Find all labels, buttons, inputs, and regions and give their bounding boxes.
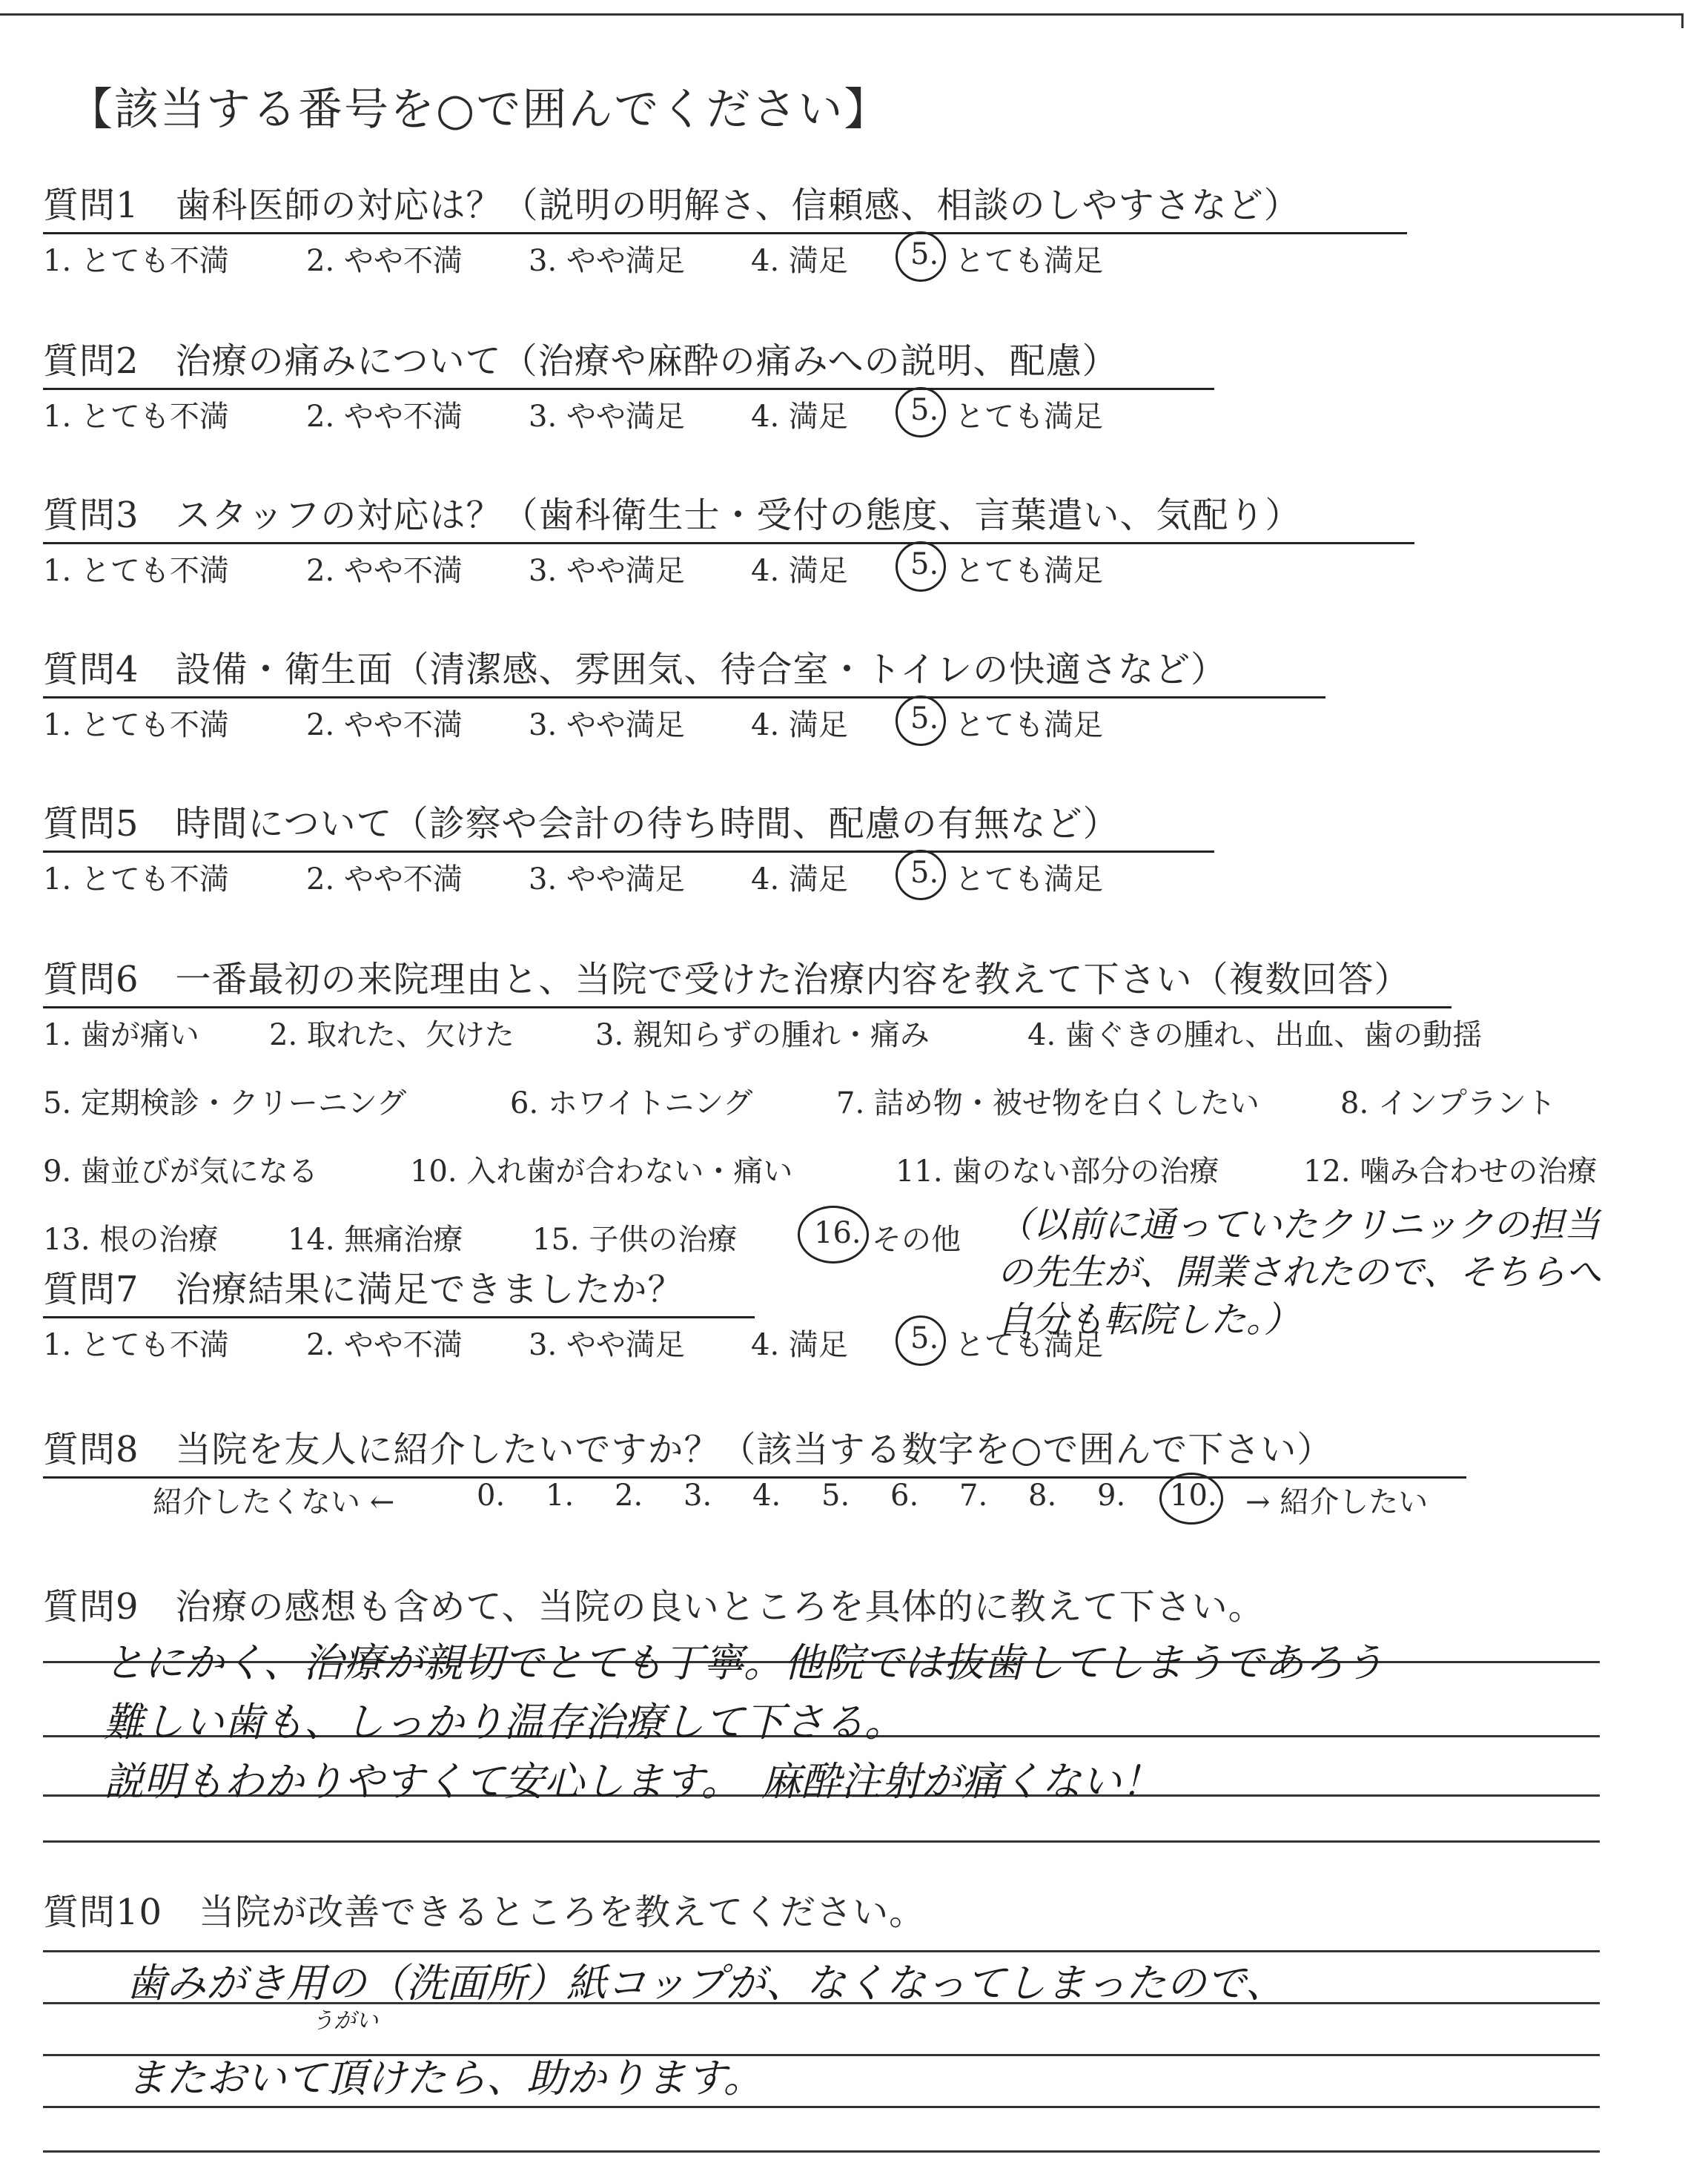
question-10-label: 質問10 当院が改善できるところを教えてください。 <box>43 1892 926 1933</box>
scale-3[interactable]: 3. <box>683 1479 712 1513</box>
option-2[interactable]: 2. やや不満 <box>306 554 463 588</box>
option-5-label: とても満足 <box>955 1328 1103 1362</box>
question-3-options <box>43 547 1229 592</box>
scale-left-label: 紹介したくない ← <box>153 1485 395 1519</box>
option-6[interactable]: 6. ホワイトニング <box>510 1086 753 1120</box>
option-4[interactable]: 4. 満足 <box>751 554 848 588</box>
option-4[interactable]: 4. 満足 <box>751 244 848 278</box>
handwritten-line: の先生が、開業されたので、そちらへ <box>997 1252 1602 1293</box>
answer-line <box>43 1840 1600 1843</box>
option-5[interactable]: 5. <box>910 237 939 271</box>
option-2[interactable]: 2. 取れた、欠けた <box>269 1018 514 1052</box>
option-5[interactable]: 5. <box>910 701 939 736</box>
question-1-options <box>43 237 1229 282</box>
scale-1[interactable]: 1. <box>546 1479 575 1513</box>
option-3[interactable]: 3. やや満足 <box>529 862 685 896</box>
option-15[interactable]: 15. 子供の治療 <box>532 1223 738 1257</box>
option-1[interactable]: 1. 歯が痛い <box>43 1018 199 1052</box>
option-4[interactable]: 4. 満足 <box>751 708 848 742</box>
option-5-label: とても満足 <box>955 708 1103 742</box>
option-2[interactable]: 2. やや不満 <box>306 862 463 896</box>
question-9-handwritten-line-3: 説明もわかりやすくて安心します。 麻酔注射が痛くない！ <box>104 1758 1162 1805</box>
selection-circle <box>798 1206 869 1264</box>
question-4-label: 質問4 設備・衛生面（清潔感、雰囲気、待合室・トイレの快適さなど） <box>43 641 1325 698</box>
question-9-handwritten-line-1: とにかく、治療が親切でとても丁寧。他院では抜歯してしまうであろう <box>104 1639 1384 1686</box>
option-2[interactable]: 2. やや不満 <box>306 1328 463 1362</box>
option-4[interactable]: 4. 満足 <box>751 1328 848 1362</box>
question-8-label: 質問8 当院を友人に紹介したいですか？（該当する数字を○で囲んで下さい） <box>43 1421 1466 1479</box>
page-border-corner <box>1681 13 1684 28</box>
option-8[interactable]: 8. インプラント <box>1340 1086 1556 1120</box>
option-2[interactable]: 2. やや不満 <box>306 708 463 742</box>
question-10-handwritten-line-1: 歯みがき用の（洗面所）紙コップが、なくなってしまったので、 <box>126 1960 1285 2007</box>
question-3-label: 質問3 スタッフの対応は？（歯科衛生士・受付の態度、言葉遣い、気配り） <box>43 486 1414 544</box>
question-2-label: 質問2 治療の痛みについて（治療や麻酔の痛みへの説明、配慮） <box>43 332 1214 390</box>
option-5-label: とても満足 <box>955 862 1103 896</box>
question-7-label: 質問7 治療結果に満足できましたか？ <box>43 1261 755 1318</box>
option-4[interactable]: 4. 満足 <box>751 862 848 896</box>
option-2[interactable]: 2. やや不満 <box>306 400 463 434</box>
scale-8[interactable]: 8. <box>1028 1479 1057 1513</box>
scale-6[interactable]: 6. <box>890 1479 919 1513</box>
selection-circle <box>896 696 946 746</box>
question-6-row-3 <box>43 1148 1659 1192</box>
question-5-options <box>43 856 1229 900</box>
option-5[interactable]: 5. <box>910 856 939 890</box>
option-1[interactable]: 1. とても不満 <box>43 1328 229 1362</box>
question-4-options <box>43 701 1229 746</box>
scale-4[interactable]: 4. <box>752 1479 781 1513</box>
option-5[interactable]: 5. <box>910 547 939 581</box>
question-6-row-2 <box>43 1080 1659 1124</box>
option-13[interactable]: 13. 根の治療 <box>43 1223 219 1257</box>
question-6-row-4 <box>43 1216 1007 1261</box>
question-8-scale <box>43 1479 1526 1523</box>
page-border-top <box>0 13 1681 16</box>
scale-5[interactable]: 5. <box>821 1479 850 1513</box>
scale-right-label: → 紹介したい <box>1245 1485 1429 1519</box>
option-5[interactable]: 5. <box>910 393 939 427</box>
scale-10[interactable]: 10. <box>1170 1479 1217 1513</box>
selection-circle <box>1159 1473 1223 1525</box>
option-4[interactable]: 4. 満足 <box>751 400 848 434</box>
handwritten-line: （以前に通っていたクリニックの担当 <box>997 1204 1601 1246</box>
question-6-label: 質問6 一番最初の来院理由と、当院で受けた治療内容を教えて下さい（複数回答） <box>43 951 1452 1008</box>
option-16[interactable]: 16. <box>814 1216 861 1250</box>
selection-circle <box>896 541 946 592</box>
option-12[interactable]: 12. 噛み合わせの治療 <box>1303 1155 1598 1189</box>
selection-circle <box>896 1315 946 1366</box>
option-5-label: とても満足 <box>955 244 1103 278</box>
question-7-options <box>43 1321 1229 1366</box>
option-4[interactable]: 4. 歯ぐきの腫れ、出血、歯の動揺 <box>1027 1018 1483 1052</box>
scale-9[interactable]: 9. <box>1097 1479 1126 1513</box>
question-9-handwritten-line-2: 難しい歯も、しっかり温存治療して下さる。 <box>104 1699 904 1745</box>
selection-circle <box>896 231 946 282</box>
selection-circle <box>896 850 946 900</box>
question-5-label: 質問5 時間について（診察や会計の待ち時間、配慮の有無など） <box>43 795 1214 853</box>
option-10[interactable]: 10. 入れ歯が合わない・痛い <box>410 1155 793 1189</box>
scale-7[interactable]: 7. <box>959 1479 988 1513</box>
option-3[interactable]: 3. やや満足 <box>529 708 685 742</box>
question-10-handwritten-annotation: うがい <box>311 2008 378 2034</box>
option-11[interactable]: 11. 歯のない部分の治療 <box>896 1155 1219 1189</box>
page-title: 【該当する番号を○で囲んでください】 <box>68 84 890 136</box>
option-1[interactable]: 1. とても不満 <box>43 554 229 588</box>
selection-circle <box>896 387 946 437</box>
handwritten-line: 自分も転院した。） <box>997 1299 1300 1341</box>
option-5-label: とても満足 <box>955 554 1103 588</box>
question-1-label: 質問1 歯科医師の対応は？（説明の明解さ、信頼感、相談のしやすさなど） <box>43 176 1407 234</box>
option-3[interactable]: 3. やや満足 <box>529 400 685 434</box>
option-3[interactable]: 3. やや満足 <box>529 554 685 588</box>
option-1[interactable]: 1. とても不満 <box>43 862 229 896</box>
scale-2[interactable]: 2. <box>615 1479 643 1513</box>
option-5[interactable]: 5. 定期検診・クリーニング <box>43 1086 407 1120</box>
option-5-label: とても満足 <box>955 400 1103 434</box>
question-9-label: 質問9 治療の感想も含めて、当院の良いところを具体的に教えて下さい。 <box>43 1586 1265 1628</box>
answer-line <box>43 2150 1600 2153</box>
question-2-options <box>43 393 1229 437</box>
option-1[interactable]: 1. とても不満 <box>43 400 229 434</box>
option-5[interactable]: 5. <box>910 1321 939 1355</box>
answer-line <box>43 2106 1600 2108</box>
scale-0[interactable]: 0. <box>477 1479 506 1513</box>
option-3[interactable]: 3. 親知らずの腫れ・痛み <box>595 1018 930 1052</box>
option-16-label: その他 <box>872 1223 961 1257</box>
option-3[interactable]: 3. やや満足 <box>529 1328 685 1362</box>
option-1[interactable]: 1. とても不満 <box>43 708 229 742</box>
option-14[interactable]: 14. 無痛治療 <box>288 1223 463 1257</box>
option-9[interactable]: 9. 歯並びが気になる <box>43 1155 318 1189</box>
option-2[interactable]: 2. やや不満 <box>306 244 463 278</box>
option-1[interactable]: 1. とても不満 <box>43 244 229 278</box>
question-10-handwritten-line-2: またおいて頂けたら、助かります。 <box>126 2055 764 2101</box>
option-3[interactable]: 3. やや満足 <box>529 244 685 278</box>
option-7[interactable]: 7. 詰め物・被せ物を白くしたい <box>836 1086 1260 1120</box>
question-6-row-1 <box>43 1011 1659 1056</box>
